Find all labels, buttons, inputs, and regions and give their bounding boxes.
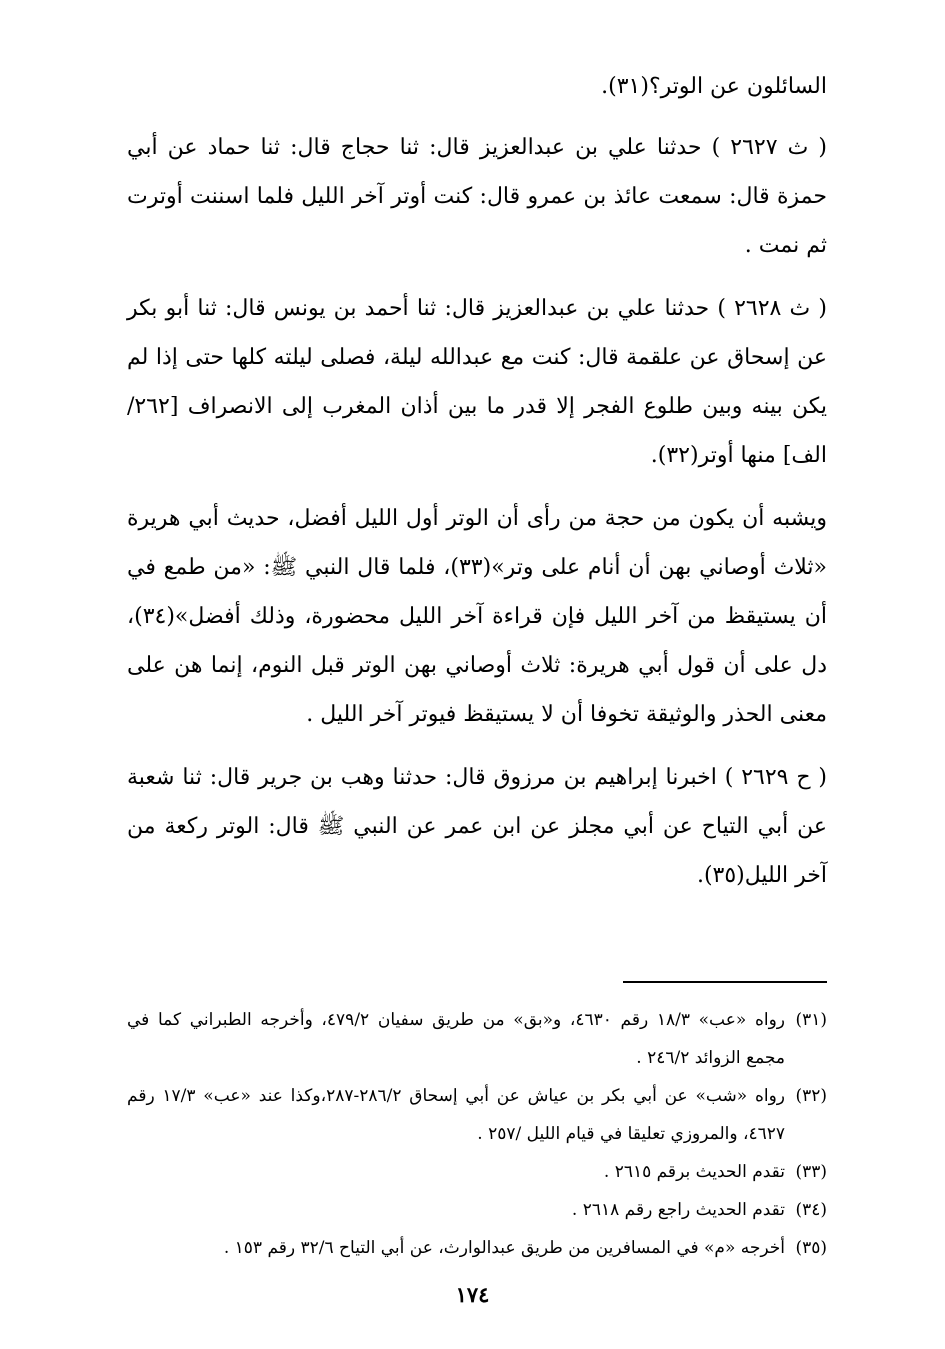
footnote-text: تقدم الحديث برقم ٢٦١٥ .: [603, 1162, 785, 1182]
footnotes-section: [127, 1001, 827, 1267]
footnote-text: رواه «عب» ١٨/٣ رقم ٤٦٣٠، و«بق» من طريق سفيان ٤٧٩/٢، وأخرجه الطبراني كما في مجمع الزوائد ٢٤٦/٢ .: [127, 1010, 785, 1068]
footnote-31: [127, 1001, 827, 1077]
main-text-body: [127, 62, 827, 914]
footnote-34: [127, 1191, 827, 1229]
footnote-number: (٣٤): [795, 1200, 827, 1220]
paragraph-continuation: السائلون عن الوتر؟(٣١).: [601, 74, 827, 99]
footnote-number: (٣١): [795, 1010, 827, 1030]
paragraph-commentary: ويشبه أن يكون من حجة من رأى أن الوتر أول الليل أفضل، حديث أبي هريرة «ثلاث أوصاني بهن أن أنام على وتر»(٣٣)، فلما قال النبي ﷺ: «من طمع في أن يستيقظ من آخر الليل فإن قراءة آخر الليل محضورة، وذلك أفضل»(٣٤)، دل على أن قول أبي هريرة: ثلاث أوصاني بهن الوتر قبل النوم، إنما هن على معنى الحذر والوثيقة تخوفا أن لا يستيقظ فيوتر آخر الليل .: [127, 506, 827, 727]
footnote-32: [127, 1077, 827, 1153]
footnote-divider: [623, 981, 827, 983]
paragraph-hadith-2629: ( ح ٢٦٢٩ ) اخبرنا إبراهيم بن مرزوق قال: حدثنا وهب بن جرير قال: ثنا شعبة عن أبي التياح عن أبي مجلز عن ابن عمر عن النبي ﷺ قال: الوتر ركعة من آخر الليل(٣٥).: [127, 765, 827, 888]
footnote-text: أخرجه «م» في المسافرين من طريق عبدالوارث، عن أبي التياح ٣٢/٦ رقم ١٥٣ .: [223, 1238, 785, 1258]
paragraph-hadith-2627: ( ث ٢٦٢٧ ) حدثنا علي بن عبدالعزيز قال: ثنا حجاج قال: ثنا حماد عن أبي حمزة قال: سمعت عائذ بن عمرو قال: كنت أوتر آخر الليل فلما اسننت أوترت ثم نمت .: [127, 135, 828, 258]
footnote-number: (٣٣): [795, 1162, 827, 1182]
footnote-text: رواه «شب» عن أبي بكر بن عياش عن أبي إسحاق ٢٨٦/٢-٢٨٧،وكذا عند «عب» ١٧/٣ رقم ٤٦٢٧، والمروزي تعليقا في قيام الليل /٢٥٧ .: [127, 1086, 786, 1144]
footnote-text: تقدم الحديث راجع رقم ٢٦١٨ .: [571, 1200, 785, 1220]
footnote-33: [127, 1153, 827, 1191]
paragraph-hadith-2628: ( ث ٢٦٢٨ ) حدثنا علي بن عبدالعزيز قال: ثنا أحمد بن يونس قال: ثنا أبو بكر عن إسحاق عن علقمة قال: كنت مع عبدالله ليلة، فصلى ليلته كلها حتى إذا لم يكن بينه وبين طلوع الفجر إلا قدر ما بين أذان المغرب إلى الانصراف [٢٦٢/الف] منها أوتر(٣٢).: [127, 296, 828, 468]
footnote-number: (٣٢): [795, 1086, 827, 1106]
footnote-35: [127, 1229, 827, 1267]
footnote-number: (٣٥): [795, 1238, 827, 1258]
page-number: ١٧٤: [455, 1282, 490, 1307]
